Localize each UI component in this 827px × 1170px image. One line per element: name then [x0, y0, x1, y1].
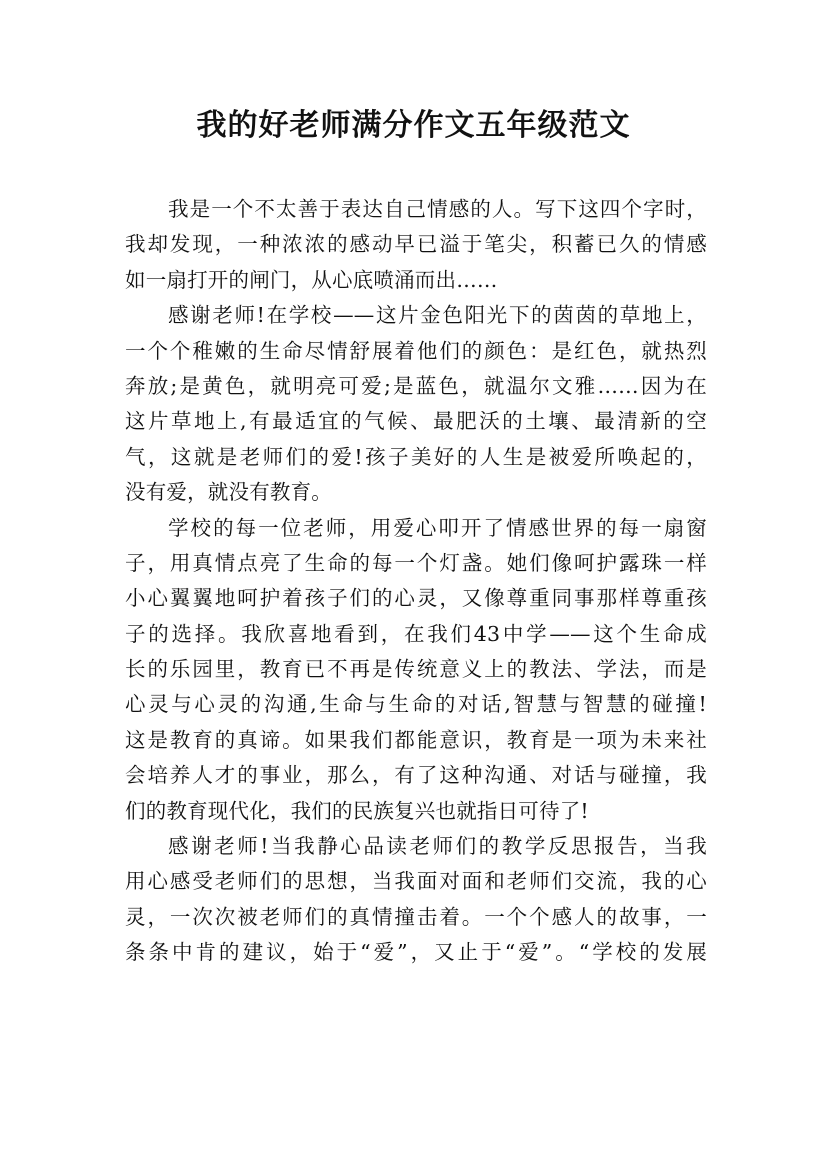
document-body — [125, 192, 707, 971]
body-line: 小心翼翼地呵护着孩子们的心灵，又像尊重同事那样尊重孩 — [125, 586, 707, 611]
body-line: 我是一个不太善于表达自己情感的人。写下这四个字时， — [168, 197, 707, 221]
body-line: 长的乐园里，教育已不再是传统意义上的教法、学法，而是 — [125, 657, 707, 682]
body-line: 心灵与心灵的沟通,生命与生命的对话,智慧与智慧的碰撞! — [125, 692, 707, 717]
body-line: 子，用真情点亮了生命的每一个灯盏。她们像呵护露珠一样 — [125, 550, 707, 575]
body-line: 用心感受老师们的思想，当我面对面和老师们交流，我的心 — [125, 869, 707, 894]
body-line: 气，这就是老师们的爱!孩子美好的人生是被爱所唤起的， — [125, 444, 707, 469]
body-line: 学校的每一位老师，用爱心叩开了情感世界的每一扇窗 — [168, 515, 707, 540]
body-line: 我却发现，一种浓浓的感动早已溢于笔尖，积蓄已久的情感 — [125, 232, 707, 257]
body-line: 子的选择。我欣喜地看到，在我们43中学——这个生命成 — [125, 621, 707, 646]
body-line: 感谢老师!当我静心品读老师们的教学反思报告，当我 — [168, 834, 707, 859]
document-title: 我的好老师满分作文五年级范文 — [196, 108, 631, 143]
body-line: 条条中肯的建议，始于“爱”，又止于“爱”。“学校的发展 — [125, 940, 707, 965]
body-line: 这是教育的真谛。如果我们都能意识，教育是一项为未来社 — [125, 727, 707, 752]
body-line: 没有爱，就没有教育。 — [125, 480, 332, 505]
body-line: 们的教育现代化，我们的民族复兴也就指日可待了! — [125, 798, 589, 823]
body-line: 这片草地上,有最适宜的气候、最肥沃的土壤、最清新的空 — [125, 409, 707, 434]
body-line: 如一扇打开的闸门，从心底喷涌而出…… — [125, 267, 498, 292]
body-line: 会培养人才的事业，那么，有了这种沟通、对话与碰撞，我 — [125, 763, 707, 788]
body-line: 感谢老师!在学校——这片金色阳光下的茵茵的草地上， — [168, 303, 707, 328]
body-line: 一个个稚嫩的生命尽情舒展着他们的颜色：是红色，就热烈 — [125, 338, 707, 363]
body-line: 灵，一次次被老师们的真情撞击着。一个个感人的故事，一 — [125, 904, 707, 929]
body-line: 奔放;是黄色，就明亮可爱;是蓝色，就温尔文雅……因为在 — [125, 373, 707, 398]
